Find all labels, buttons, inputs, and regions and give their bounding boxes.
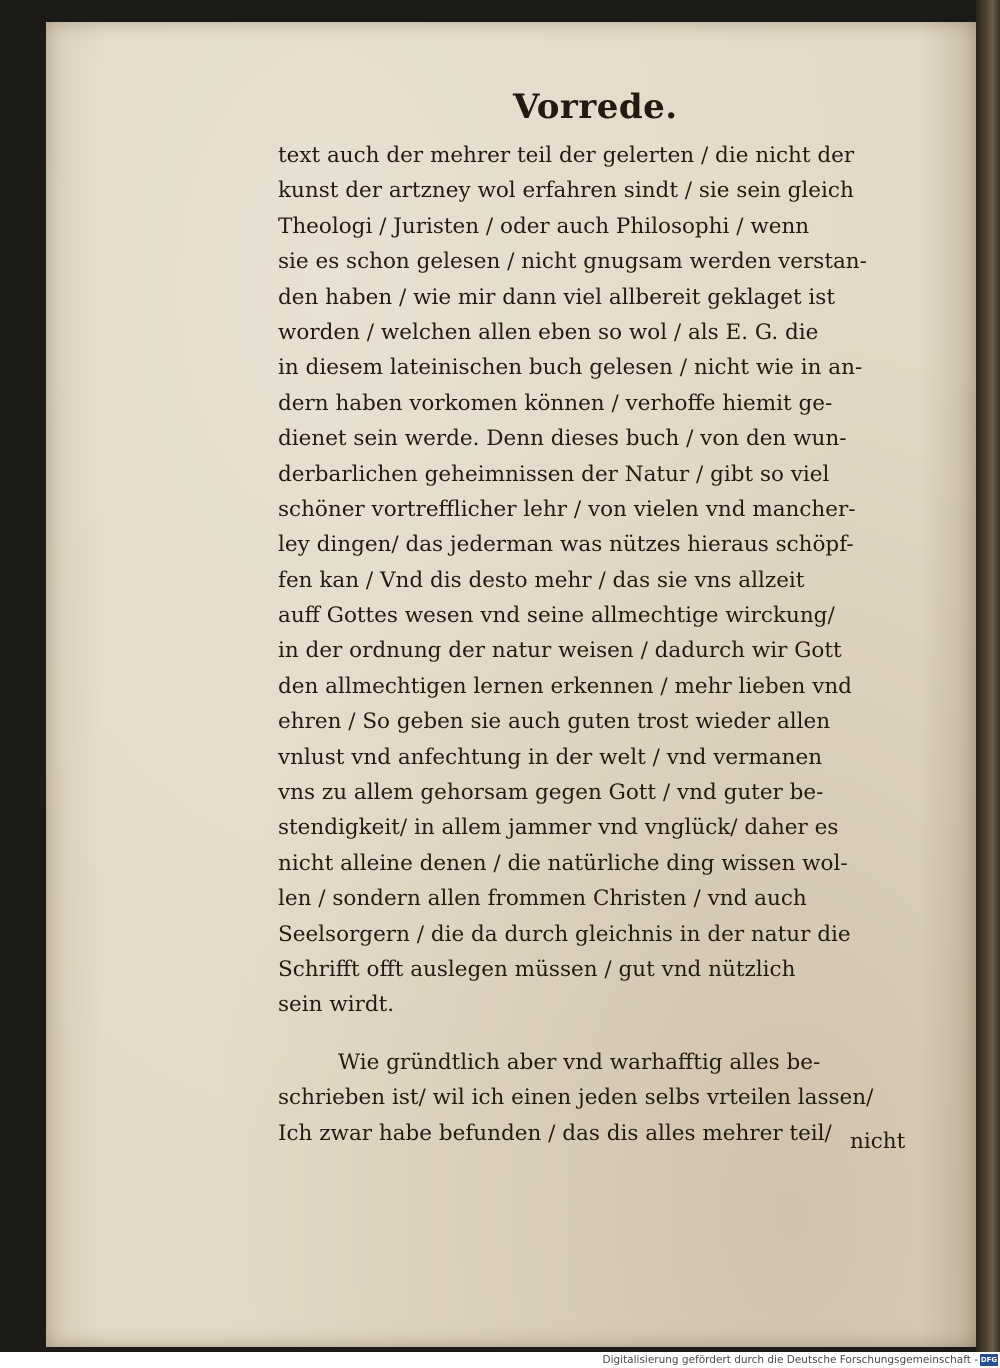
text-line: worden / welchen allen eben so wol / als E. G. die bbox=[278, 319, 819, 345]
text-line: fen kan / Vnd dis desto mehr / das sie vns allzeit bbox=[278, 567, 805, 593]
text-line: vnlust vnd anfechtung in der welt / vnd vermanen bbox=[278, 744, 823, 770]
text-line: in diesem lateinischen buch gelesen / nicht wie in an- bbox=[278, 355, 863, 381]
text-line: kunst der artzney wol erfahren sindt / sie sein gleich bbox=[278, 178, 854, 204]
text-line: sein wirdt. bbox=[278, 992, 395, 1018]
text-line: nicht alleine denen / die natürliche ding wissen wol- bbox=[278, 850, 848, 876]
text-line: Theologi / Juristen / oder auch Philosophi / wenn bbox=[278, 213, 810, 239]
text-line: dienet sein werde. Denn dieses buch / von den wun- bbox=[278, 426, 847, 452]
text-line: text auch der mehrer teil der gelerten / die nicht der bbox=[278, 143, 855, 168]
catchword: nicht bbox=[850, 1129, 906, 1154]
text-line: sie es schon gelesen / nicht gnugsam werden verstan- bbox=[278, 249, 867, 275]
book-edge bbox=[976, 0, 1000, 1352]
digitization-credit: Digitalisierung gefördert durch die Deutsche Forschungsgemeinschaft - bbox=[602, 1354, 978, 1366]
text-line: Seelsorgern / die da durch gleichnis in der natur die bbox=[278, 921, 851, 947]
text-line: derbarlichen geheimnissen der Natur / gibt so viel bbox=[278, 461, 830, 487]
text-line: den allmechtigen lernen erkennen / mehr lieben vnd bbox=[278, 673, 852, 699]
text-line: len / sondern allen frommen Christen / vnd auch bbox=[278, 886, 807, 912]
dfg-logo: DFG bbox=[980, 1356, 998, 1364]
text-line: in der ordnung der natur weisen / dadurch wir Gott bbox=[278, 638, 842, 664]
text-line: ley dingen/ das jederman was nützes hieraus schöpf- bbox=[278, 532, 854, 558]
running-head: Vorrede. bbox=[513, 87, 678, 127]
text-line: auff Gottes wesen vnd seine allmechtige wirckung/ bbox=[278, 603, 835, 629]
text-line: den haben / wie mir dann viel allbereit geklaget ist bbox=[278, 284, 835, 310]
text-line: Schrifft offt auslegen müssen / gut vnd nützlich bbox=[278, 956, 796, 982]
text-line: stendigkeit/ in allem jammer vnd vnglück/ daher es bbox=[278, 815, 839, 841]
body-text bbox=[278, 138, 918, 1151]
paragraph-gap bbox=[278, 1023, 918, 1045]
text-line: Wie gründtlich aber vnd warhafftig alles be- bbox=[338, 1049, 821, 1075]
text-line: schrieben ist/ wil ich einen jeden selbs vrteilen lassen/ bbox=[278, 1085, 874, 1111]
text-line: ehren / So geben sie auch guten trost wieder allen bbox=[278, 709, 831, 735]
text-line: schöner vortrefflicher lehr / von vielen vnd mancher- bbox=[278, 496, 856, 522]
text-line: vns zu allem gehorsam gegen Gott / vnd guter be- bbox=[278, 780, 824, 806]
text-line: Ich zwar habe befunden / das dis alles mehrer teil/ bbox=[278, 1120, 832, 1146]
text-line: dern haben vorkomen können / verhoffe hiemit ge- bbox=[278, 390, 833, 416]
